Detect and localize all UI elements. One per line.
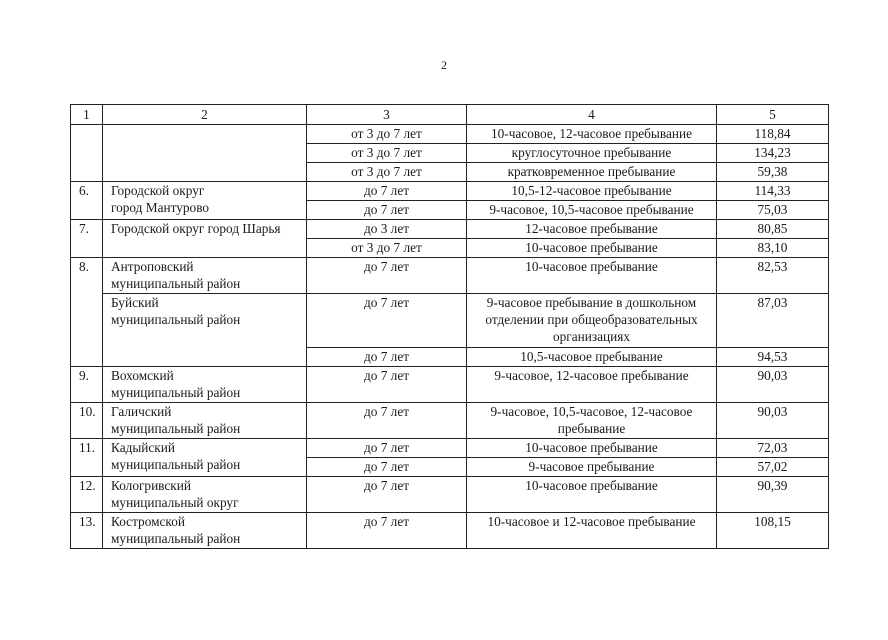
price-cell: 114,33 [717,182,829,201]
municipality-cell [103,439,307,477]
municipality-cell [103,513,307,549]
price-cell: 57,02 [717,458,829,477]
stay-mode-cell: 10-часовое, 12-часовое пребывание [467,125,717,144]
age-cell: до 7 лет [307,182,467,201]
age-cell: до 3 лет [307,220,467,239]
age-cell: до 7 лет [307,477,467,513]
stay-mode-cell: 10-часовое пребывание [467,477,717,513]
table-row [71,477,829,513]
age-cell: до 7 лет [307,201,467,220]
price-cell: 108,15 [717,513,829,549]
stay-mode-line: организациях [552,329,631,344]
price-cell: 59,38 [717,163,829,182]
stay-mode-line: 9-часовое, 10,5-часовое, 12-часовое [490,404,693,419]
municipality-name-line: муниципальный район [111,457,241,472]
price-cell: 87,03 [717,294,829,348]
price-cell: 80,85 [717,220,829,239]
municipality-name-line: муниципальный район [111,385,241,400]
price-cell: 75,03 [717,201,829,220]
table-header-row [71,105,829,125]
stay-mode-cell: кратковременное пребывание [467,163,717,182]
stay-mode-cell: 9-часовое пребывание [467,458,717,477]
municipality-cell [103,294,307,367]
column-header-5: 5 [717,105,829,125]
column-header-3: 3 [307,105,467,125]
municipality-name-line: муниципальный район [111,312,241,327]
table-row [71,220,829,239]
municipality-name-line: город Мантурово [111,200,210,215]
age-cell: от 3 до 7 лет [307,163,467,182]
stay-mode-line: 9-часовое пребывание в дошкольном [486,295,697,310]
stay-mode-cell: 9-часовое, 10,5-часовое пребывание [467,201,717,220]
municipality-name-line: муниципальный район [111,421,241,436]
age-cell: до 7 лет [307,513,467,549]
row-number-cell: 6. [71,182,103,220]
municipality-name-line: Антроповский [111,259,194,274]
price-cell: 134,23 [717,144,829,163]
stay-mode-cell: круглосуточное пребывание [467,144,717,163]
stay-mode-cell: 12-часовое пребывание [467,220,717,239]
row-number-cell: 10. [71,403,103,439]
age-cell: до 7 лет [307,348,467,367]
price-cell: 90,03 [717,367,829,403]
municipality-cell [103,220,307,258]
tariff-table [70,104,829,549]
stay-mode-cell: 10-часовое и 12-часовое пребывание [467,513,717,549]
table-row [71,439,829,458]
stay-mode-line: отделении при общеобразовательных [485,312,698,327]
stay-mode-cell: 9-часовое, 12-часовое пребывание [467,367,717,403]
price-cell: 72,03 [717,439,829,458]
row-number-cell: 12. [71,477,103,513]
age-cell: до 7 лет [307,403,467,439]
stay-mode-cell [467,403,717,439]
row-number-cell [71,125,103,182]
column-header-2: 2 [103,105,307,125]
age-cell: до 7 лет [307,258,467,294]
municipality-name-line: муниципальный район [111,276,241,291]
age-cell: до 7 лет [307,458,467,477]
table-row [71,125,829,144]
table-row [71,294,829,348]
stay-mode-cell: 10-часовое пребывание [467,239,717,258]
municipality-cell [103,403,307,439]
municipality-name-line: Кадыйский [111,440,176,455]
column-header-1: 1 [71,105,103,125]
age-cell: до 7 лет [307,367,467,403]
row-number-cell: 7. [71,220,103,258]
municipality-name-line: Костромской [111,514,185,529]
municipality-name-line: муниципальный район [111,531,241,546]
table-row [71,182,829,201]
municipality-name-line: Городской округ [111,183,205,198]
age-cell: от 3 до 7 лет [307,125,467,144]
municipality-cell [103,125,307,182]
municipality-name-line: Галичский [111,404,172,419]
page-number: 2 [441,58,447,72]
stay-mode-cell: 10-часовое пребывание [467,258,717,294]
stay-mode-line: пребывание [557,421,626,436]
municipality-name-line: Буйский [111,295,159,310]
age-cell: до 7 лет [307,294,467,348]
row-number-cell: 13. [71,513,103,549]
municipality-cell [103,258,307,294]
stay-mode-cell: 10,5-12-часовое пребывание [467,182,717,201]
price-cell: 118,84 [717,125,829,144]
stay-mode-cell: 10-часовое пребывание [467,439,717,458]
table-row [71,513,829,549]
municipality-cell [103,477,307,513]
table-row [71,367,829,403]
price-cell: 90,03 [717,403,829,439]
municipality-cell [103,367,307,403]
age-cell: до 7 лет [307,439,467,458]
row-number-cell: 8. [71,258,103,367]
row-number-cell: 11. [71,439,103,477]
age-cell: от 3 до 7 лет [307,239,467,258]
price-cell: 94,53 [717,348,829,367]
table-row [71,403,829,439]
price-cell: 90,39 [717,477,829,513]
municipality-name-line: Городской округ город Шарья [111,221,281,236]
age-cell: от 3 до 7 лет [307,144,467,163]
price-cell: 82,53 [717,258,829,294]
column-header-4: 4 [467,105,717,125]
municipality-name-line: Кологривский [111,478,191,493]
municipality-name-line: Вохомский [111,368,174,383]
municipality-cell [103,182,307,220]
stay-mode-cell [467,294,717,348]
table-row [71,258,829,294]
price-cell: 83,10 [717,239,829,258]
row-number-cell: 9. [71,367,103,403]
municipality-name-line: муниципальный округ [111,495,239,510]
stay-mode-cell: 10,5-часовое пребывание [467,348,717,367]
